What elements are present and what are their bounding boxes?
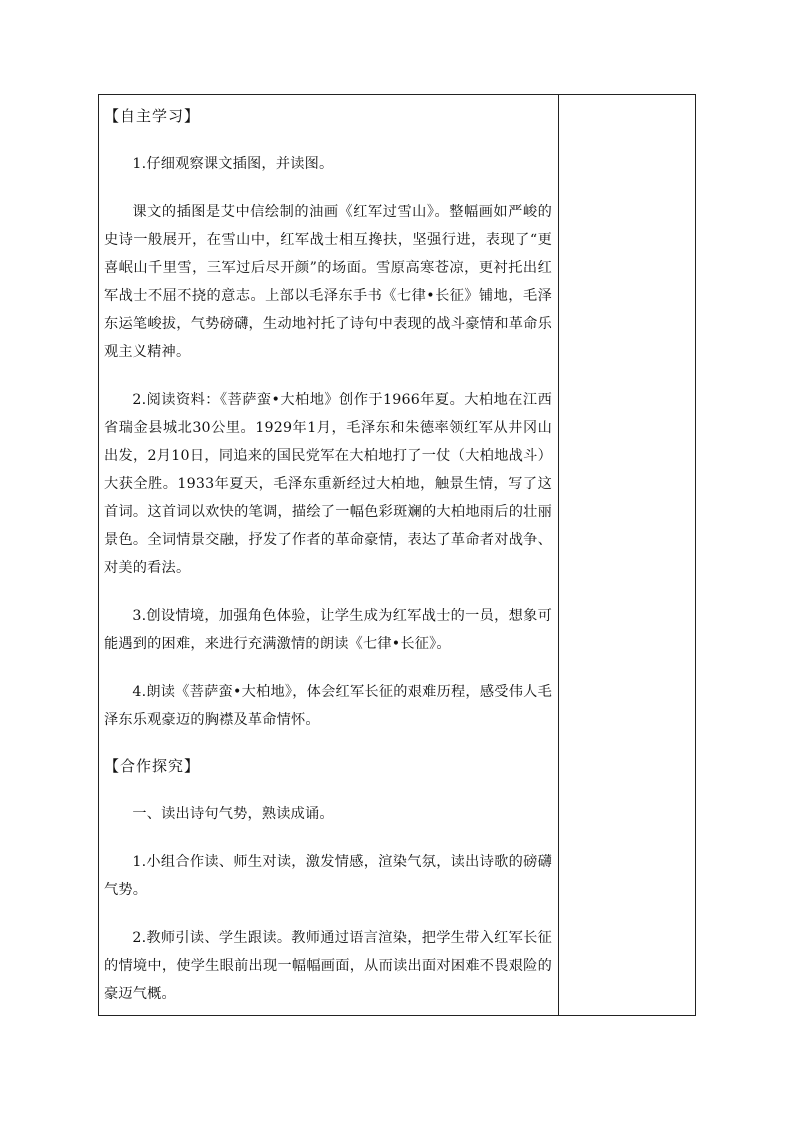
section-heading-self-study: 【自主学习】 bbox=[104, 107, 201, 125]
section-heading-cooperative: 【合作探究】 bbox=[104, 757, 201, 775]
self-study-item-3: 3.创设情境，加强角色体验，让学生成为红军战士的一员，想象可能遇到的困难，来进行充满激情的朗读《七律•长征》。 bbox=[104, 608, 552, 652]
self-study-item-4: 4.朗读《菩萨蛮•大柏地》，体会红军长征的艰难历程，感受伟人毛泽东乐观豪迈的胸襟及革命情怀。 bbox=[104, 684, 552, 728]
cooperative-item-intro: 一、读出诗句气势，熟读成诵。 bbox=[132, 806, 334, 822]
cooperative-item-1: 1.小组合作读、师生对读，激发情感，渲染气氛，读出诗歌的磅礴气势。 bbox=[104, 854, 552, 898]
self-study-item-illustration: 课文的插图是艾中信绘制的油画《红军过雪山》。整幅画如严峻的史诗一般展开，在雪山中，红军战士相互搀扶，坚强行进，表现了“更喜岷山千里雪，三军过后尽开颜”的场面。雪原高寒苍凉，更衬托出红军战士不屈不挠的意志。上部以毛泽东手书《七律•长征》铺地，毛泽东运笔峻拔，气势磅礴，生动地衬托了诗句中表现的战斗豪情和革命乐观主义精神。 bbox=[104, 204, 552, 360]
cooperative-item-2: 2.教师引读、学生跟读。教师通过语言渲染，把学生带入红军长征的情境中，使学生眼前出现一幅幅画面，从而读出面对困难不畏艰险的豪迈气概。 bbox=[104, 930, 552, 1002]
self-study-item-1: 1.仔细观察课文插图，并读图。 bbox=[132, 156, 334, 172]
lesson-content-cell bbox=[104, 104, 552, 1012]
self-study-item-2: 2.阅读资料：《菩萨蛮•大柏地》创作于1966年夏。大柏地在江西省瑞金县城北30公里。1929年1月，毛泽东和朱德率领红军从井冈山出发，2月10日，同追来的国民党军在大柏地打了一仗（大柏地战斗）大获全胜。1933年夏天，毛泽东重新经过大柏地，触景生情，写了这首词。这首词以欢快的笔调，描绘了一幅色彩斑斓的大柏地雨后的壮丽景色。全词情景交融，抒发了作者的革命豪情，表达了革命者对战争、对美的看法。 bbox=[104, 392, 552, 576]
column-divider bbox=[558, 94, 559, 1016]
